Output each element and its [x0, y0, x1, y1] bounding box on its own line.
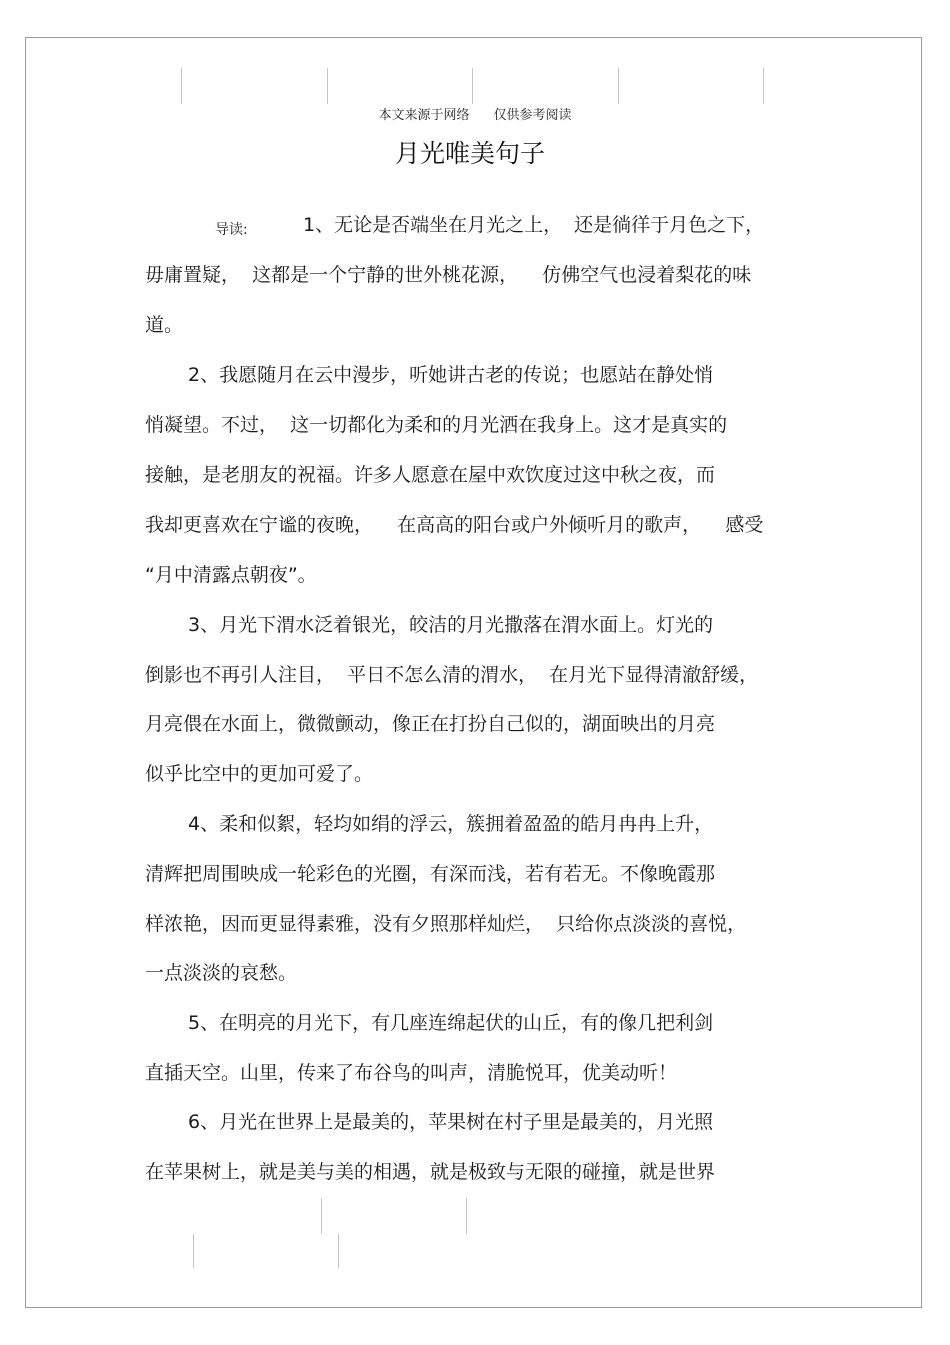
- body-line: 悄凝望。不过， 这一切都化为柔和的月光洒在我身上。这才是真实的: [145, 414, 728, 436]
- body-line: 5、在明亮的月光下，有几座连绵起伏的山丘，有的像几把利剑: [188, 1012, 714, 1034]
- scan-mark: [338, 1234, 339, 1268]
- body-line: 月亮偎在水面上，微微颤动，像正在打扮自己似的，湖面映出的月亮: [145, 713, 716, 735]
- body-line: 道。: [145, 314, 184, 336]
- reference-note: 仅供参考阅读: [493, 108, 572, 123]
- scan-mark: [321, 1198, 322, 1234]
- lead-label: 导读:: [215, 222, 248, 238]
- scan-mark: [618, 68, 619, 104]
- body-line: 接触，是老朋友的祝福。许多人愿意在屋中欢饮度过这中秋之夜，而: [145, 464, 716, 486]
- body-line: 一点淡淡的哀愁。: [145, 962, 298, 984]
- scan-mark: [763, 68, 764, 104]
- body-line: 似乎比空中的更加可爱了。: [145, 763, 374, 785]
- body-line: 倒影也不再引人注目， 平日不怎么清的渭水， 在月光下显得清澈舒缓，: [145, 664, 759, 686]
- body-line: 1、无论是否端坐在月光之上， 还是徜徉于月色之下，: [303, 214, 765, 236]
- scan-mark: [472, 68, 473, 104]
- body-line: 2、我愿随月在云中漫步，听她讲古老的传说；也愿站在静处悄: [188, 364, 714, 386]
- header-note: [0, 104, 950, 123]
- body-line: 6、月光在世界上是最美的，苹果树在村子里是最美的，月光照: [188, 1111, 714, 1133]
- body-line: 清辉把周围映成一轮彩色的光圈，有深而浅，若有若无。不像晚霞那: [145, 863, 716, 885]
- body-line: 3、月光下渭水泛着银光，皎洁的月光撒落在渭水面上。灯光的: [188, 614, 714, 636]
- body-line: 毋庸置疑， 这都是一个宁静的世外桃花源， 仿佛空气也浸着梨花的味: [145, 264, 752, 286]
- source-note: 本文来源于网络: [378, 108, 470, 123]
- body-line: 我却更喜欢在宁谧的夜晚， 在高高的阳台或户外倾听月的歌声， 感受: [145, 514, 764, 536]
- scan-mark: [466, 1198, 467, 1234]
- scan-mark: [193, 1234, 194, 1268]
- body-line: 4、柔和似絮，轻均如绢的浮云，簇拥着盈盈的皓月冉冉上升，: [188, 813, 714, 835]
- body-line: 直插天空。山里，传来了布谷鸟的叫声，清脆悦耳，优美动听！: [145, 1062, 678, 1084]
- scan-mark: [181, 68, 182, 104]
- body-line: 在苹果树上，就是美与美的相遇，就是极致与无限的碰撞，就是世界: [145, 1161, 716, 1183]
- scan-mark: [327, 68, 328, 104]
- body-line: “月中清露点朝夜”。: [145, 564, 317, 586]
- page-title: 月光唯美句子: [394, 139, 545, 168]
- body-line: 样浓艳，因而更显得素雅，没有夕照那样灿烂， 只给你点淡淡的喜悦，: [145, 913, 747, 935]
